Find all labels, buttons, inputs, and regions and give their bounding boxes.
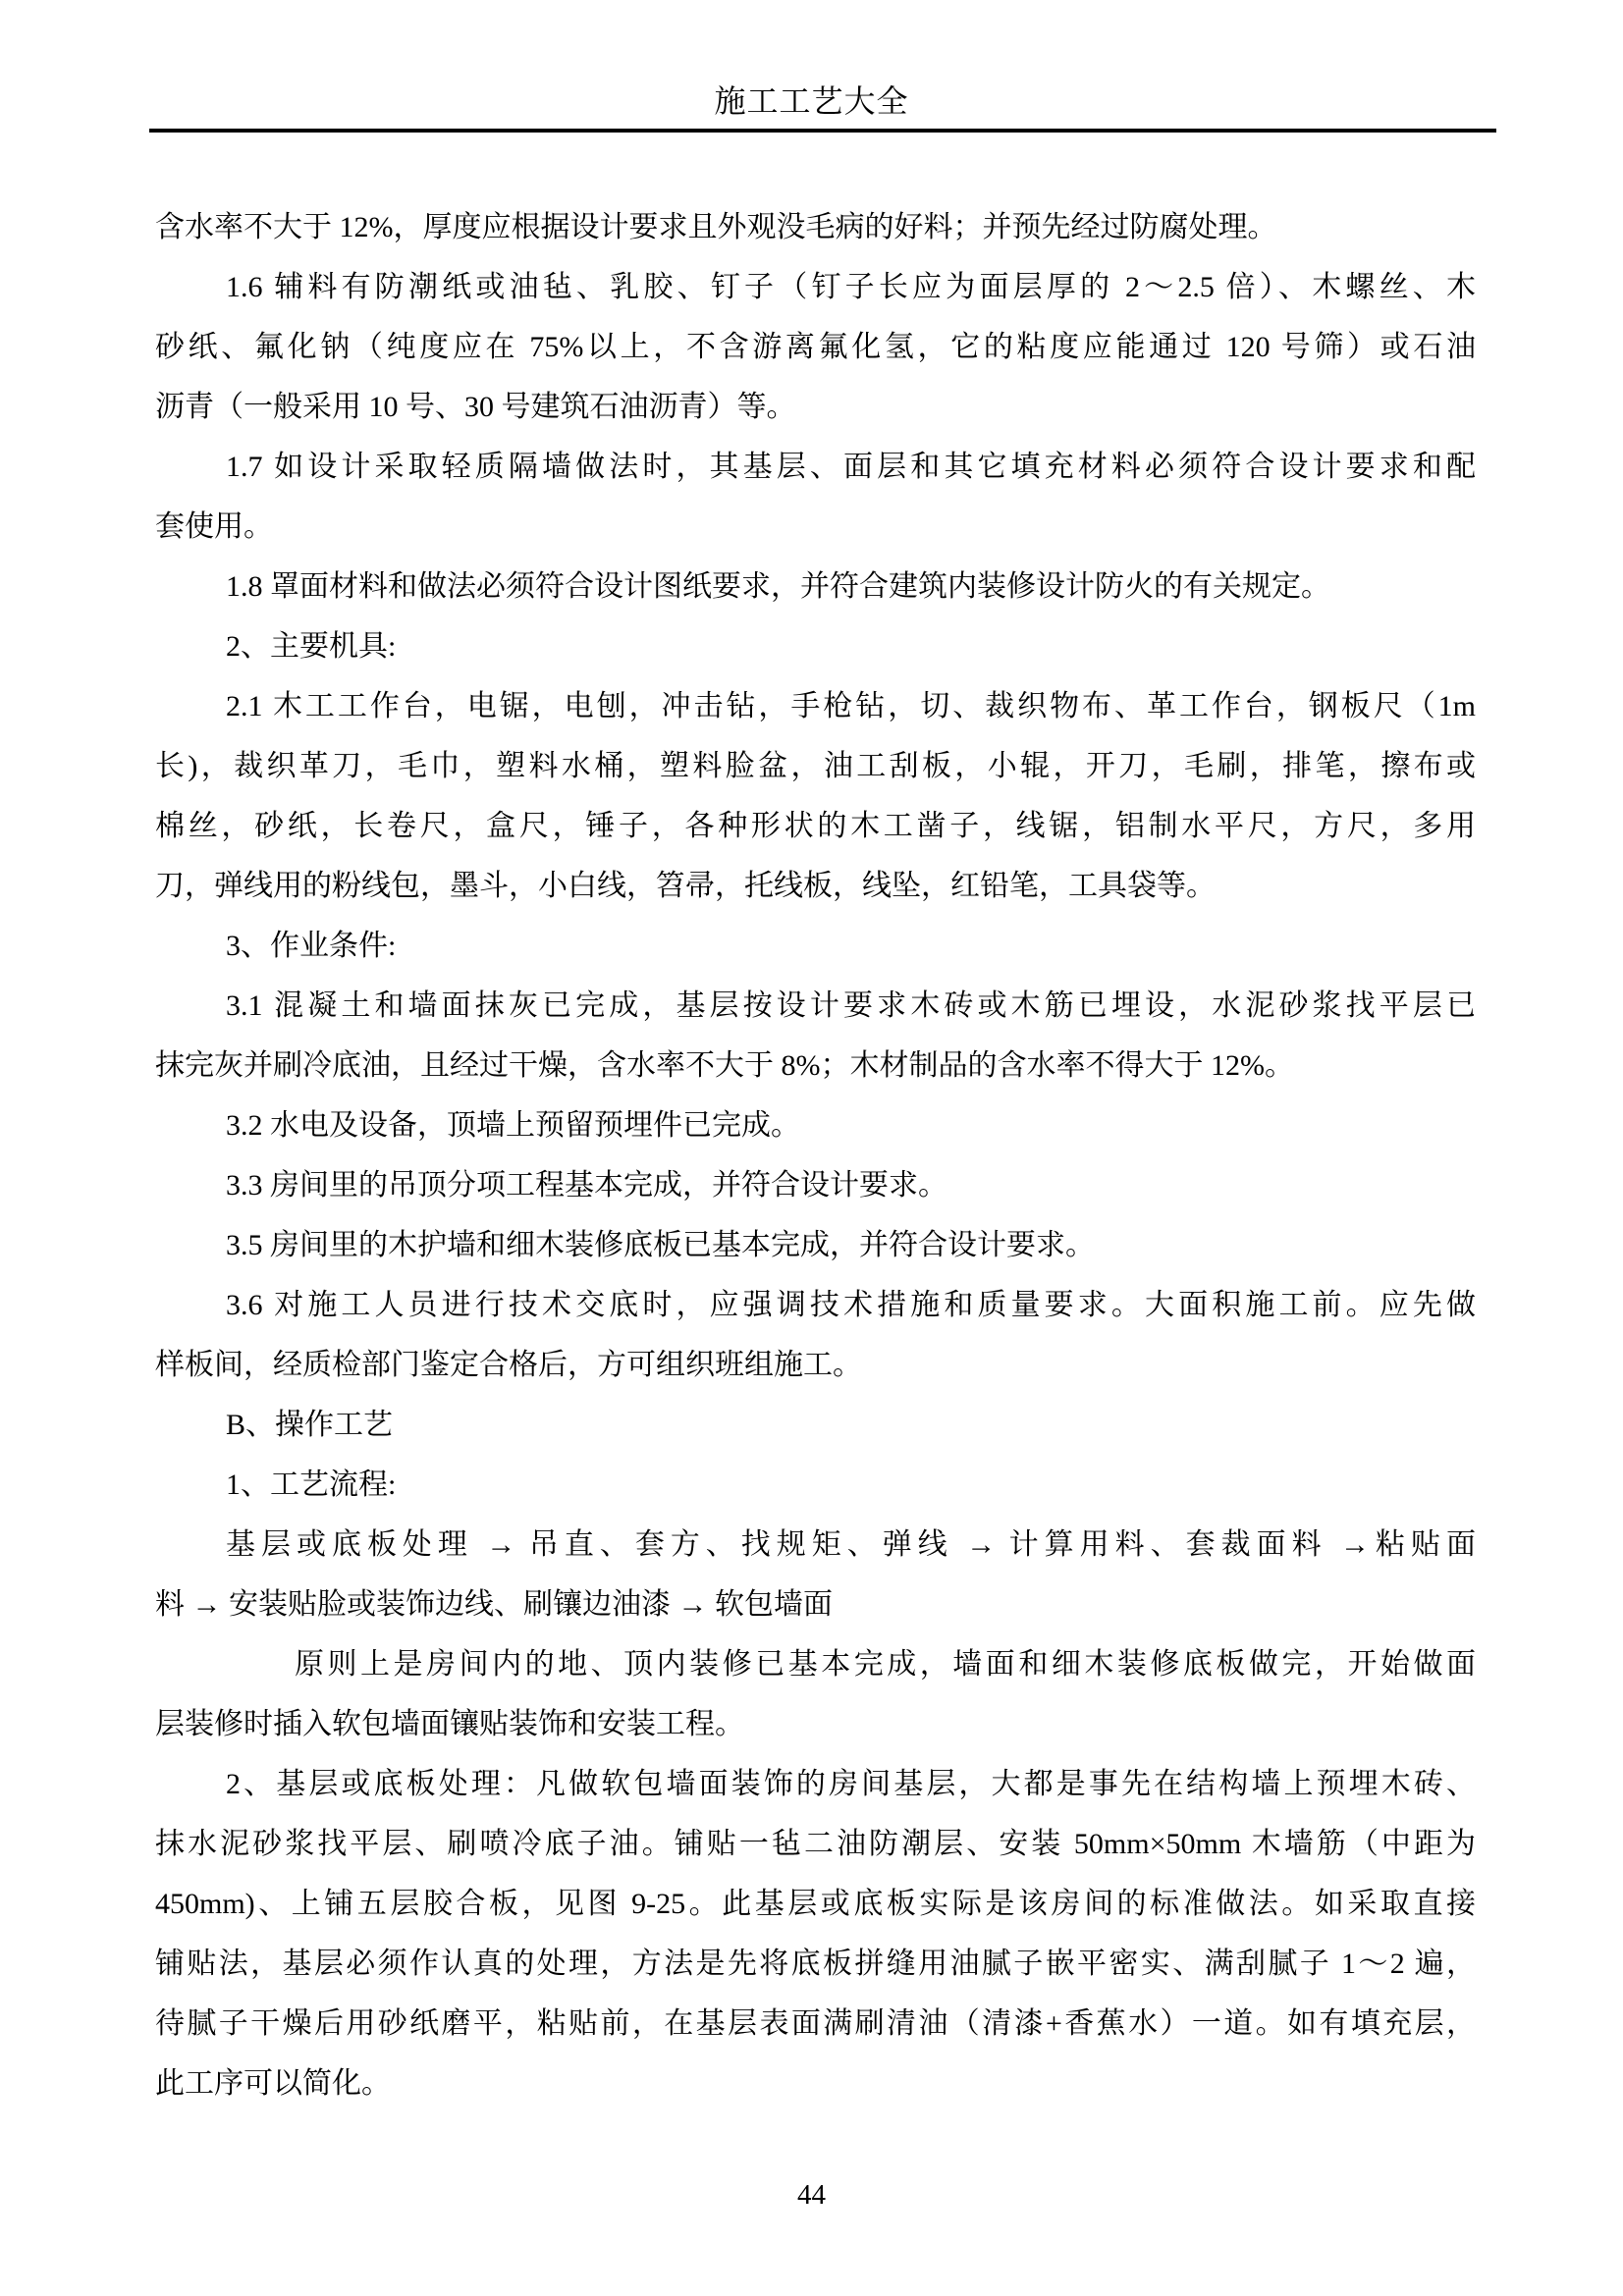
text-line: 样板间，经质检部门鉴定合格后，方可组织班组施工。	[155, 1349, 862, 1381]
text-line: 450mm)、上铺五层胶合板，见图 9-25。此基层或底板实际是该房间的标准做法。如采取直接	[155, 1888, 1476, 1920]
section-heading: 2、主要机具:	[226, 630, 397, 663]
text-line: 含水率不大于 12%，厚度应根据设计要求且外观没毛病的好料；并预先经过防腐处理。	[155, 211, 1277, 243]
text-line: 此工序可以简化。	[155, 2067, 391, 2100]
text-line: 长)，裁织革刀，毛巾，塑料水桶，塑料脸盆，油工刮板，小辊，开刀，毛刷，排笔，擦布或	[155, 750, 1476, 782]
text-line: 层装修时插入软包墙面镶贴装饰和安装工程。	[155, 1708, 744, 1740]
text-line: 棉丝，砂纸，长卷尺，盒尺，锤子，各种形状的木工凿子，线锯，铝制水平尺，方尺，多用	[155, 810, 1476, 842]
text-line: 抹完灰并刷冷底油，且经过干燥，含水率不大于 8%；木材制品的含水率不得大于 12%。	[155, 1049, 1294, 1082]
page-number: 44	[797, 2179, 826, 2211]
text-line: 原则上是房间内的地、顶内装修已基本完成，墙面和细木装修底板做完，开始做面	[295, 1648, 1476, 1681]
document-body	[155, 197, 1476, 2113]
text-line: 抹水泥砂浆找平层、刷喷冷底子油。铺贴一毡二油防潮层、安装 50mm×50mm 木墙筋（中距为	[155, 1828, 1476, 1860]
text-line: 3.6 对施工人员进行技术交底时，应强调技术措施和质量要求。大面积施工前。应先做	[226, 1289, 1476, 1321]
section-heading: B、操作工艺	[226, 1409, 394, 1441]
text-line: 1.7 如设计采取轻质隔墙做法时，其基层、面层和其它填充材料必须符合设计要求和配	[226, 451, 1476, 483]
text-line: 套使用。	[155, 510, 273, 543]
page-header-title: 施工工艺大全	[714, 83, 909, 119]
header-rule	[149, 129, 1496, 133]
section-heading: 3、作业条件:	[226, 930, 397, 962]
text-line: 待腻子干燥后用砂纸磨平，粘贴前，在基层表面满刷清油（清漆+香蕉水）一道。如有填充层，	[155, 2007, 1476, 2040]
text-line: 2.1 木工工作台，电锯，电刨，冲击钻，手枪钻，切、裁织物布、革工作台，钢板尺（1m	[226, 690, 1476, 722]
text-line: 铺贴法，基层必须作认真的处理，方法是先将底板拼缝用油腻子嵌平密实、满刮腻子 1～2 遍，	[155, 1948, 1476, 1980]
text-line: 1.6 辅料有防潮纸或油毡、乳胶、钉子（钉子长应为面层厚的 2～2.5 倍）、木螺丝、木	[226, 271, 1476, 303]
text-line: 刀，弹线用的粉线包，墨斗，小白线，笤帚，托线板，线坠，红铅笔，工具袋等。	[155, 870, 1216, 902]
text-line: 砂纸、氟化钠（纯度应在 75%以上，不含游离氟化氢，它的粘度应能通过 120 号筛）或石油	[155, 331, 1476, 363]
text-line: 3.2 水电及设备，顶墙上预留预埋件已完成。	[226, 1109, 800, 1142]
process-flow-line: 基层或底板处理 → 吊直、套方、找规矩、弹线 → 计算用料、套裁面料 →粘贴面	[226, 1528, 1476, 1561]
text-line: 1.8 罩面材料和做法必须符合设计图纸要求，并符合建筑内装修设计防火的有关规定。	[226, 570, 1330, 603]
text-line: 3.3 房间里的吊顶分项工程基本完成，并符合设计要求。	[226, 1169, 947, 1201]
text-line: 2、基层或底板处理：凡做软包墙面装饰的房间基层，大都是事先在结构墙上预埋木砖、	[226, 1768, 1476, 1800]
section-heading: 1、工艺流程:	[226, 1468, 397, 1501]
text-line: 3.1 混凝土和墙面抹灰已完成，基层按设计要求木砖或木筋已埋设，水泥砂浆找平层已	[226, 989, 1476, 1022]
process-flow-line: 料 → 安装贴脸或装饰边线、刷镶边油漆 → 软包墙面	[155, 1588, 833, 1621]
text-line: 沥青（一般采用 10 号、30 号建筑石油沥青）等。	[155, 391, 796, 423]
text-line: 3.5 房间里的木护墙和细木装修底板已基本完成，并符合设计要求。	[226, 1229, 1095, 1261]
